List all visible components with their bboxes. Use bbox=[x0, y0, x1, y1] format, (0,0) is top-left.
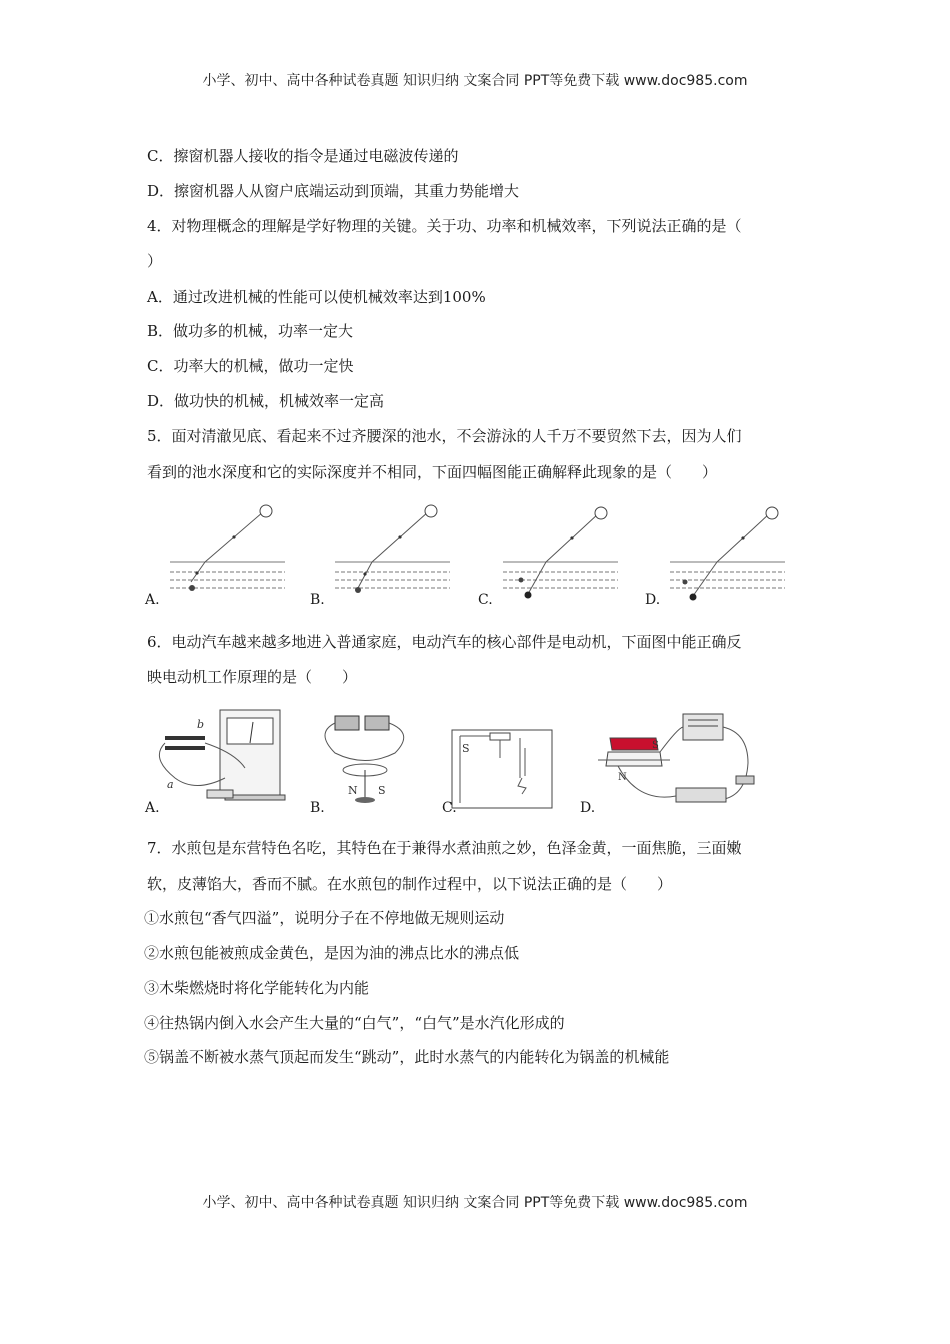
q6-label-c: C. bbox=[442, 800, 457, 816]
q6-figure-c bbox=[440, 708, 570, 818]
page-header: 小学、初中、高中各种试卷真题 知识归纳 文案合同 PPT等免费下载 www.doc985.com bbox=[202, 73, 748, 89]
q7-item-2: ②水煎包能被煎成金黄色，是因为油的沸点比水的沸点低 bbox=[144, 944, 520, 962]
svg-text:a: a bbox=[167, 778, 174, 791]
q6-figure-d bbox=[578, 708, 778, 818]
svg-text:b: b bbox=[197, 718, 205, 731]
q6-c-label-s: S bbox=[462, 742, 470, 755]
q7-item-3: ③木柴燃烧时将化学能转化为内能 bbox=[144, 979, 370, 997]
q7-item-1: ①水煎包“香气四溢”，说明分子在不停地做无规则运动 bbox=[144, 909, 505, 927]
q6-d-pole-s: S bbox=[652, 740, 659, 751]
q5-label-d: D. bbox=[645, 592, 661, 608]
q5-stem-line2: 看到的池水深度和它的实际深度并不相同，下面四幅图能正确解释此现象的是（ ） bbox=[147, 463, 718, 481]
q6-label-a: A. bbox=[145, 800, 160, 816]
q6-figure-a bbox=[145, 708, 305, 818]
q5-stem-line1: 5．面对清澈见底、看起来不过齐腰深的池水，不会游泳的人千万不要贸然下去，因为人们 bbox=[147, 427, 742, 445]
q7-item-5: ⑤锅盖不断被水蒸气顶起而发生“跳动”，此时水蒸气的内能转化为锅盖的机械能 bbox=[144, 1048, 670, 1066]
q5-figure-d bbox=[645, 500, 785, 610]
q5-label-b: B. bbox=[310, 592, 325, 608]
q4-stem-line2: ） bbox=[147, 252, 163, 270]
q4-option-d: D．做功快的机械，机械效率一定高 bbox=[147, 392, 385, 410]
q6-b-magnet-n: N bbox=[348, 784, 358, 797]
q5-label-a: A. bbox=[145, 592, 160, 608]
q6-stem-line2: 映电动机工作原理的是（ ） bbox=[147, 668, 358, 686]
q4-option-c: C．功率大的机械，做功一定快 bbox=[147, 357, 354, 375]
q5-figure-a bbox=[145, 500, 285, 610]
q7-stem-line1: 7．水煎包是东营特色名吃，其特色在于兼得水煮油煎之妙，色泽金黄，一面焦脆，三面嫩 bbox=[147, 839, 742, 857]
q6-label-d: D. bbox=[580, 800, 596, 816]
q4-stem-line1: 4．对物理概念的理解是学好物理的关键。关于功、功率和机械效率，下列说法正确的是（ bbox=[147, 217, 742, 235]
q5-figure-c bbox=[478, 500, 618, 610]
q6-b-magnet-s: S bbox=[378, 784, 386, 797]
q4-option-a: A．通过改进机械的性能可以使机械效率达到100% bbox=[147, 288, 486, 306]
q6-stem-line1: 6．电动汽车越来越多地进入普通家庭，电动汽车的核心部件是电动机，下面图中能正确反 bbox=[147, 633, 742, 651]
q7-stem-line2: 软，皮薄馅大，香而不腻。在水煎包的制作过程中，以下说法正确的是（ ） bbox=[147, 875, 673, 893]
q6-label-b: B. bbox=[310, 800, 325, 816]
q6-figure-b bbox=[310, 708, 440, 818]
q3-option-d: D．擦窗机器人从窗户底端运动到顶端，其重力势能增大 bbox=[147, 182, 520, 200]
q4-option-b: B．做功多的机械，功率一定大 bbox=[147, 322, 354, 340]
q5-figure-b bbox=[310, 500, 450, 610]
q5-label-c: C. bbox=[478, 592, 493, 608]
q7-item-4: ④往热锅内倒入水会产生大量的“白气”，“白气”是水汽化形成的 bbox=[144, 1014, 565, 1032]
q6-d-pole-n: N bbox=[618, 772, 627, 783]
page-footer: 小学、初中、高中各种试卷真题 知识归纳 文案合同 PPT等免费下载 www.doc985.com bbox=[202, 1195, 748, 1211]
q3-option-c: C．擦窗机器人接收的指令是通过电磁波传递的 bbox=[147, 147, 459, 165]
